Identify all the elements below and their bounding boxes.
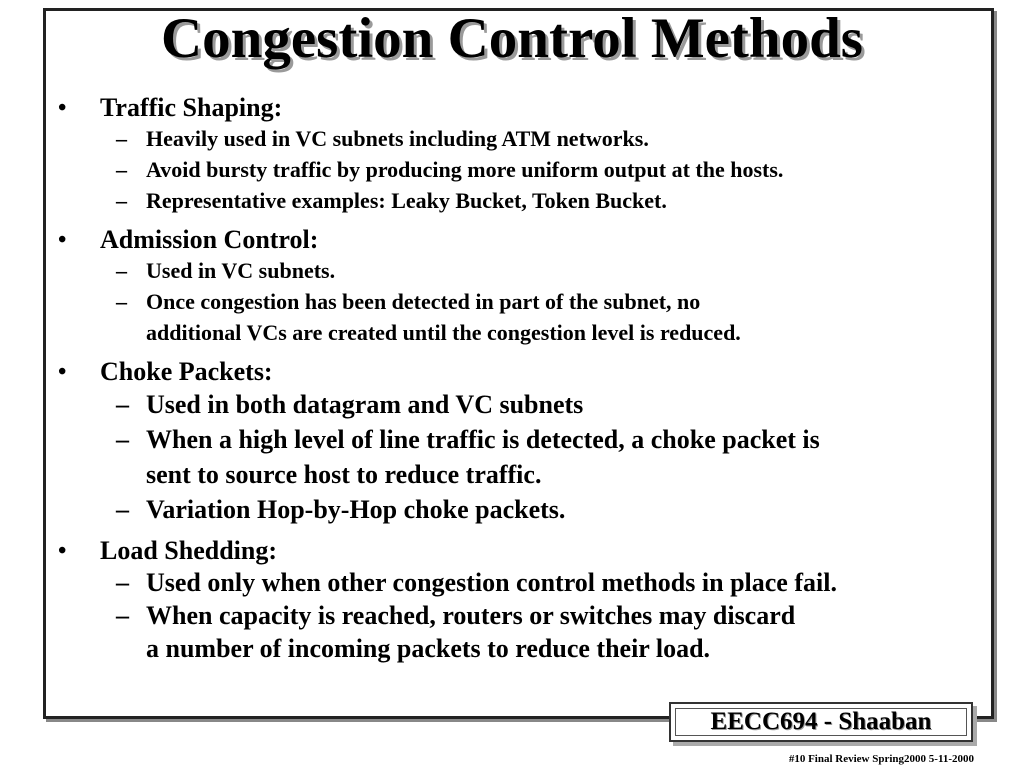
slide-title: Congestion Control Methods <box>161 7 863 70</box>
bullet-heading: Traffic Shaping: <box>100 93 283 122</box>
sub-item-text: Heavily used in VC subnets including ATM networks. <box>146 126 649 151</box>
bullet-heading: Load Shedding: <box>100 536 278 565</box>
course-footer-label: EECC694 - Shaaban <box>675 708 967 736</box>
sub-item <box>58 255 988 286</box>
bullet-dot: • <box>58 359 67 385</box>
sub-item-text: Avoid bursty traffic by producing more uniform output at the hosts. <box>146 157 784 182</box>
sub-item-text: Once congestion has been detected in part of the subnet, no <box>146 289 701 314</box>
sub-item-text: Used in VC subnets. <box>146 258 336 283</box>
slide-info: #10 Final Review Spring2000 5-11-2000 <box>788 753 974 765</box>
sub-item <box>58 154 988 185</box>
sub-item-text: Used only when other congestion control methods in place fail. <box>146 568 837 597</box>
sub-item <box>58 422 988 492</box>
sub-item-text-continued: a number of incoming packets to reduce their load. <box>146 634 711 663</box>
bullet-heading: Choke Packets: <box>100 357 273 386</box>
sub-item-text: Used in both datagram and VC subnets <box>146 390 584 419</box>
sub-item <box>58 492 988 527</box>
bullet-dot: • <box>58 538 67 564</box>
sub-item <box>58 286 988 348</box>
course-footer-box <box>669 702 973 742</box>
sub-item-text: Representative examples: Leaky Bucket, Token Bucket. <box>146 188 667 213</box>
dash: – <box>116 289 127 314</box>
dash: – <box>116 390 129 419</box>
sub-item <box>58 387 988 422</box>
dash: – <box>116 495 129 524</box>
sub-item <box>58 185 988 216</box>
dash: – <box>116 601 129 630</box>
bullet-choke-packets <box>58 357 988 387</box>
bullet-dot: • <box>58 95 67 121</box>
dash: – <box>116 258 127 283</box>
sub-item <box>58 566 988 599</box>
sub-item-text: Variation Hop-by-Hop choke packets. <box>146 495 566 524</box>
sub-item-text: When capacity is reached, routers or switches may discard <box>146 601 796 630</box>
sub-item <box>58 123 988 154</box>
dash: – <box>116 157 127 182</box>
bullet-load-shedding <box>58 536 988 566</box>
dash: – <box>116 568 129 597</box>
slide-content <box>58 93 988 665</box>
bullet-heading: Admission Control: <box>100 225 319 254</box>
bullet-dot: • <box>58 227 67 253</box>
dash: – <box>116 126 127 151</box>
sub-item-text-continued: sent to source host to reduce traffic. <box>146 460 542 489</box>
sub-item-text: When a high level of line traffic is detected, a choke packet is <box>146 425 820 454</box>
dash: – <box>116 425 129 454</box>
bullet-traffic-shaping <box>58 93 988 123</box>
sub-item-text-continued: additional VCs are created until the congestion level is reduced. <box>146 320 741 345</box>
bullet-admission-control <box>58 225 988 255</box>
dash: – <box>116 188 127 213</box>
sub-item <box>58 599 988 665</box>
